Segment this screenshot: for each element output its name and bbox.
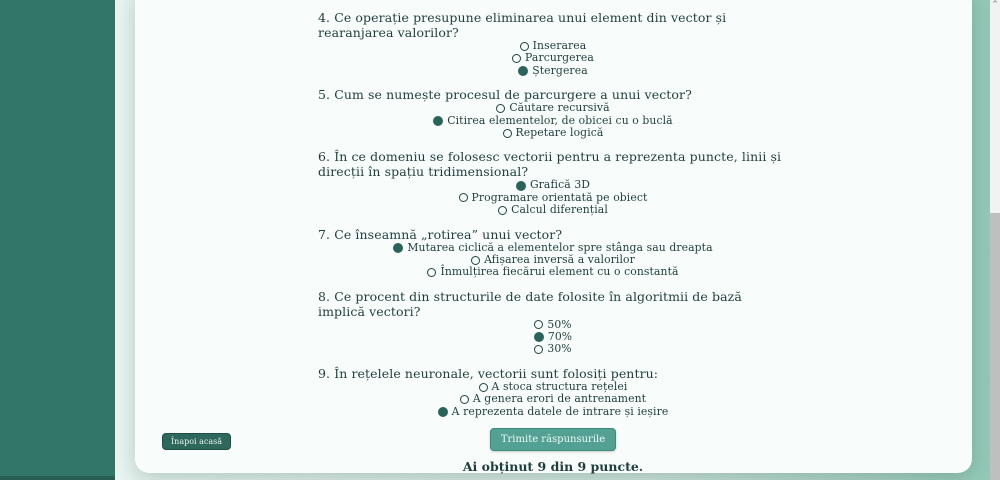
radio-unselected-icon[interactable]: [534, 320, 543, 329]
scrollbar-thumb[interactable]: [990, 213, 1000, 480]
radio-selected-icon[interactable]: [534, 332, 544, 342]
option-label[interactable]: 30%: [547, 342, 572, 356]
radio-selected-icon[interactable]: [516, 181, 526, 191]
option-label[interactable]: Citirea elementelor, de obicei cu o buclă: [447, 113, 673, 127]
radio-unselected-icon[interactable]: [460, 395, 469, 404]
question-text: 8. Ce procent din structurile de date folosite în algoritmii de bază implică vectori?: [318, 288, 742, 319]
option-row[interactable]: [318, 204, 788, 216]
left-sidebar-strip-edge: [0, 476, 115, 480]
option-label[interactable]: Inserarea: [532, 39, 587, 52]
radio-unselected-icon[interactable]: [503, 129, 512, 138]
score-text: Ai obținut 9 din 9 puncte.: [462, 459, 644, 475]
question-block: [318, 87, 788, 139]
question-text: 4. Ce operație presupune eliminarea unui element din vector și rearanjarea valorilor?: [318, 10, 727, 40]
option-row[interactable]: [318, 127, 788, 139]
question-block: [318, 289, 788, 356]
option-row[interactable]: [318, 393, 788, 405]
scrollbar-up-arrow-icon[interactable]: ^: [992, 0, 998, 8]
radio-selected-icon[interactable]: [438, 407, 448, 417]
back-home-button[interactable]: Înapoi acasă: [162, 433, 231, 450]
option-row[interactable]: [318, 343, 788, 355]
submit-answers-button[interactable]: Trimite răspunsurile: [490, 428, 616, 451]
radio-selected-icon[interactable]: [433, 116, 443, 126]
radio-unselected-icon[interactable]: [512, 54, 521, 63]
radio-selected-icon[interactable]: [518, 66, 528, 76]
option-label[interactable]: A genera erori de antrenament: [472, 392, 647, 406]
radio-unselected-icon[interactable]: [479, 383, 488, 392]
option-label[interactable]: Căutare recursivă: [509, 101, 610, 115]
question-block: [318, 366, 788, 418]
option-label[interactable]: Repetare logică: [515, 125, 604, 139]
option-row[interactable]: [318, 52, 788, 64]
radio-unselected-icon[interactable]: [534, 345, 543, 354]
option-label[interactable]: 50%: [547, 317, 572, 331]
radio-unselected-icon[interactable]: [520, 42, 529, 51]
left-sidebar-strip: [0, 0, 115, 480]
radio-unselected-icon[interactable]: [498, 206, 507, 215]
option-row[interactable]: [318, 266, 788, 278]
question-block: [318, 227, 788, 279]
option-label[interactable]: A stoca structura rețelei: [491, 379, 628, 393]
option-row[interactable]: [318, 179, 788, 191]
option-label[interactable]: Grafică 3D: [529, 178, 591, 192]
question-text: 6. În ce domeniu se folosesc vectorii pentru a reprezenta puncte, linii și direcții în spațiu tridimensional?: [318, 149, 782, 180]
radio-selected-icon[interactable]: [393, 243, 403, 253]
option-label[interactable]: Afișarea inversă a valorilor: [484, 252, 635, 266]
radio-unselected-icon[interactable]: [427, 268, 436, 277]
option-label[interactable]: Programare orientată pe obiect: [471, 190, 648, 204]
option-label[interactable]: Parcurgerea: [525, 51, 594, 65]
option-row[interactable]: [318, 65, 788, 77]
option-row[interactable]: [318, 406, 788, 418]
option-label[interactable]: Înmulțirea fiecărui element cu o constantă: [440, 265, 679, 279]
question-block: [318, 149, 788, 216]
radio-unselected-icon[interactable]: [496, 104, 505, 113]
question-text: 5. Cum se numește procesul de parcurgere a unui vector?: [318, 87, 692, 103]
option-label[interactable]: 70%: [547, 330, 573, 344]
option-label[interactable]: Ștergerea: [532, 63, 588, 77]
questions-list: [318, 10, 788, 418]
radio-unselected-icon[interactable]: [459, 193, 468, 202]
option-label[interactable]: A reprezenta datele de intrare și ieșire: [451, 404, 669, 418]
scrollbar-track[interactable]: [990, 0, 1000, 480]
option-row[interactable]: [318, 102, 788, 114]
question-block: [318, 10, 788, 77]
question-text: 9. În rețelele neuronale, vectorii sunt folosiți pentru:: [318, 365, 659, 381]
option-label[interactable]: Calcul diferențial: [511, 203, 608, 217]
radio-unselected-icon[interactable]: [471, 256, 480, 265]
question-text: 7. Ce înseamnă „rotirea” unui vector?: [318, 226, 563, 242]
option-label[interactable]: Mutarea ciclică a elementelor spre stânga sau dreapta: [407, 240, 713, 254]
quiz-content: [318, 10, 788, 474]
